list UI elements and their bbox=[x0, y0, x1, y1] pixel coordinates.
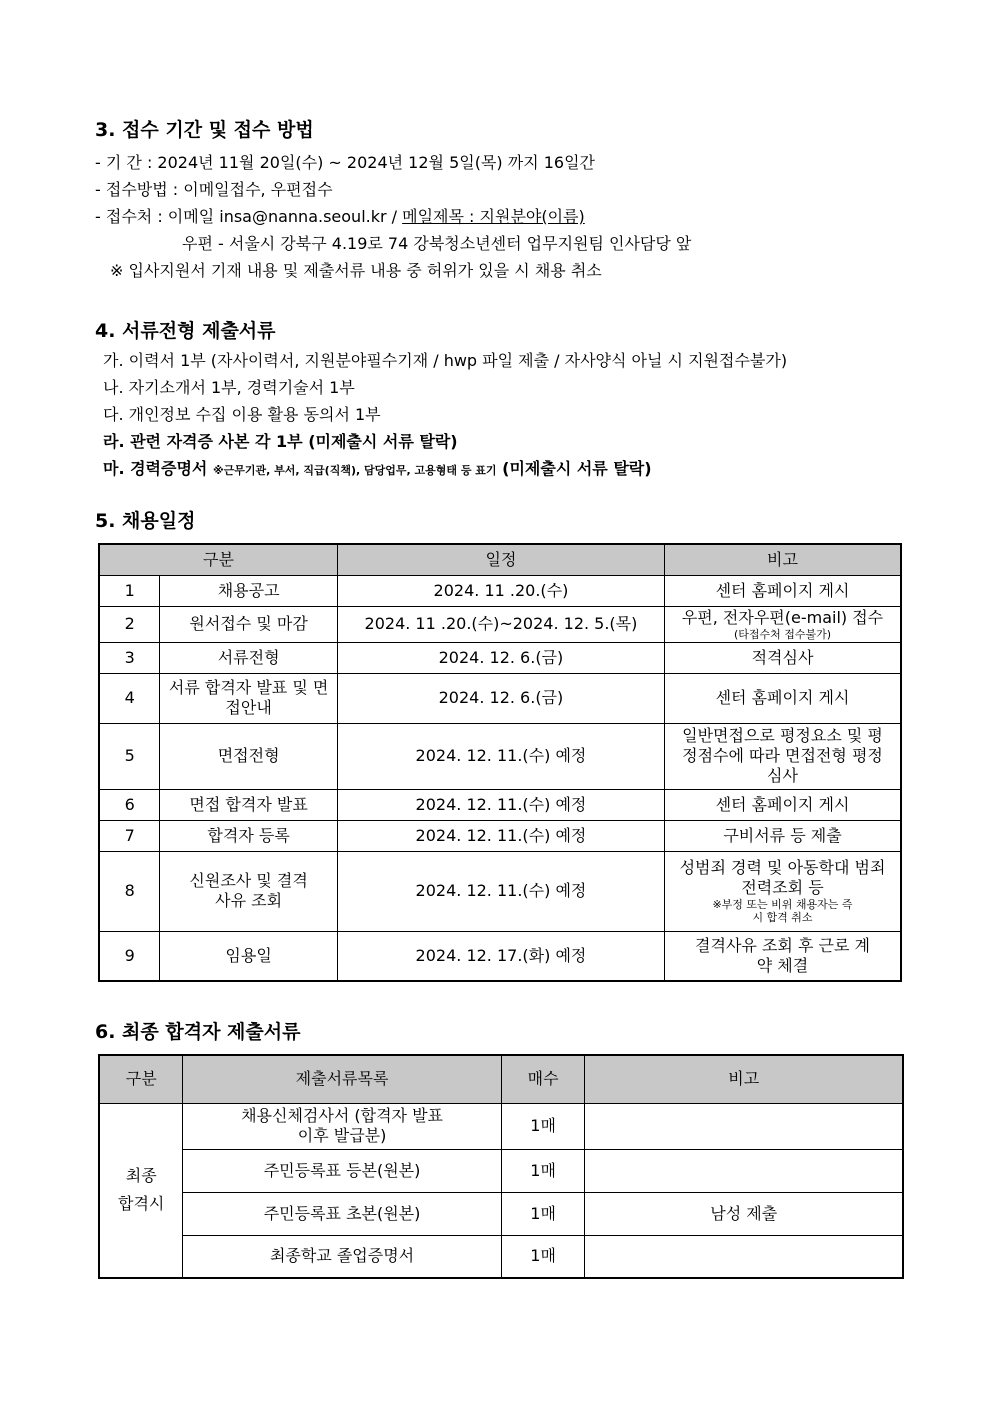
postal-line: 우편 - 서울시 강북구 4.19로 74 강북청소년센터 업무지원팀 인사담당 앞 bbox=[182, 234, 692, 253]
row-date: 2024. 12. 11.(수) 예정 bbox=[337, 723, 664, 789]
row-count: 1매 bbox=[501, 1103, 585, 1149]
table-row bbox=[99, 575, 901, 606]
row-note: 구비서류 등 제출 bbox=[665, 820, 902, 851]
row-number: 4 bbox=[99, 673, 160, 723]
row-number: 3 bbox=[99, 642, 160, 673]
row-date: 2024. 11 .20.(수) bbox=[337, 575, 664, 606]
row-number: 8 bbox=[99, 851, 160, 931]
destination-line bbox=[95, 204, 585, 227]
doc-item-e-note: ※근무기관, 부서, 직급(직책), 담당업무, 고용형태 등 표기 bbox=[212, 464, 497, 477]
row-step: 원서접수 및 마감 bbox=[160, 606, 338, 642]
row-date: 2024. 11 .20.(수)~2024. 12. 5.(목) bbox=[337, 606, 664, 642]
row-step: 면접전형 bbox=[160, 723, 338, 789]
row-document: 채용신체검사서 (합격자 발표 이후 발급분) bbox=[183, 1103, 501, 1149]
doc-item-e bbox=[103, 456, 652, 479]
table-row bbox=[99, 606, 901, 642]
row-document: 최종학교 졸업증명서 bbox=[183, 1235, 501, 1278]
row-step: 서류전형 bbox=[160, 642, 338, 673]
doc-item-a: 가. 이력서 1부 (자사이력서, 지원분야필수기재 / hwp 파일 제출 / 자사양식 아닐 시 지원접수불가) bbox=[103, 351, 788, 370]
final-documents-table bbox=[98, 1054, 904, 1279]
row-number: 7 bbox=[99, 820, 160, 851]
row-note-small: ※부정 또는 비위 채용자는 즉시 합격 취소 bbox=[712, 898, 853, 924]
period-line: - 기 간 : 2024년 11월 20일(수) ~ 2024년 12월 5일(목) 까지 16일간 bbox=[95, 153, 596, 172]
section-6-heading: 6. 최종 합격자 제출서류 bbox=[95, 1021, 301, 1043]
table-row bbox=[99, 1192, 903, 1235]
table-row bbox=[99, 1103, 903, 1149]
doc-item-c: 다. 개인정보 수집 이용 활용 동의서 1부 bbox=[103, 405, 381, 424]
row-date: 2024. 12. 17.(화) 예정 bbox=[337, 931, 664, 981]
section-4-heading: 4. 서류전형 제출서류 bbox=[95, 320, 276, 342]
row-note: 센터 홈페이지 게시 bbox=[665, 673, 902, 723]
row-note bbox=[585, 1149, 903, 1192]
row-step: 신원조사 및 결격사유 조회 bbox=[160, 851, 338, 931]
row-note-text: 우편, 전자우편(e-mail) 접수 bbox=[681, 607, 884, 627]
final-header-documents: 제출서류목록 bbox=[183, 1055, 501, 1103]
table-row bbox=[99, 1149, 903, 1192]
table-row bbox=[99, 931, 901, 981]
row-note: 센터 홈페이지 게시 bbox=[665, 575, 902, 606]
row-number: 2 bbox=[99, 606, 160, 642]
row-note-small: (타접수처 접수불가) bbox=[733, 627, 832, 641]
row-note: 적격심사 bbox=[665, 642, 902, 673]
final-header-note: 비고 bbox=[585, 1055, 903, 1103]
table-row bbox=[99, 820, 901, 851]
row-step: 합격자 등록 bbox=[160, 820, 338, 851]
row-step: 서류 합격자 발표 및 면접안내 bbox=[160, 673, 338, 723]
row-count: 1매 bbox=[501, 1235, 585, 1278]
doc-item-d: 라. 관련 자격증 사본 각 1부 (미제출시 서류 탈락) bbox=[103, 432, 458, 451]
doc-item-b: 나. 자기소개서 1부, 경력기술서 1부 bbox=[103, 378, 355, 397]
row-date: 2024. 12. 11.(수) 예정 bbox=[337, 820, 664, 851]
doc-item-e-main: 마. 경력증명서 bbox=[103, 459, 208, 478]
doc-item-e-tail: (미제출시 서류 탈락) bbox=[502, 459, 652, 478]
row-date: 2024. 12. 6.(금) bbox=[337, 673, 664, 723]
table-row bbox=[99, 851, 901, 931]
table-row bbox=[99, 789, 901, 820]
final-header-row bbox=[99, 1055, 903, 1103]
table-row bbox=[99, 723, 901, 789]
row-number: 5 bbox=[99, 723, 160, 789]
row-step: 채용공고 bbox=[160, 575, 338, 606]
row-date: 2024. 12. 6.(금) bbox=[337, 642, 664, 673]
row-note-text: 성범죄 경력 및 아동학대 범죄 전력조회 등 bbox=[679, 858, 886, 897]
row-note: 센터 홈페이지 게시 bbox=[665, 789, 902, 820]
row-note: 남성 제출 bbox=[585, 1192, 903, 1235]
method-line: - 접수방법 : 이메일접수, 우편접수 bbox=[95, 180, 333, 199]
final-header-category: 구분 bbox=[99, 1055, 183, 1103]
row-step: 면접 합격자 발표 bbox=[160, 789, 338, 820]
row-count: 1매 bbox=[501, 1149, 585, 1192]
row-count: 1매 bbox=[501, 1192, 585, 1235]
section-5-heading: 5. 채용일정 bbox=[95, 510, 196, 532]
row-number: 9 bbox=[99, 931, 160, 981]
email-subject: 메일제목 : 지원분야(이름) bbox=[402, 207, 585, 226]
row-date: 2024. 12. 11.(수) 예정 bbox=[337, 851, 664, 931]
row-number: 1 bbox=[99, 575, 160, 606]
schedule-header-category: 구분 bbox=[99, 544, 337, 575]
section-3-heading: 3. 접수 기간 및 접수 방법 bbox=[95, 119, 314, 141]
row-document: 주민등록표 초본(원본) bbox=[183, 1192, 501, 1235]
row-document: 주민등록표 등본(원본) bbox=[183, 1149, 501, 1192]
schedule-header-date: 일정 bbox=[337, 544, 664, 575]
warning-note: ※ 입사지원서 기재 내용 및 제출서류 내용 중 허위가 있을 시 채용 취소 bbox=[110, 261, 602, 280]
schedule-header-note: 비고 bbox=[665, 544, 902, 575]
final-header-count: 매수 bbox=[501, 1055, 585, 1103]
destination-email: - 접수처 : 이메일 insa@nanna.seoul.kr / bbox=[95, 207, 403, 226]
row-note: 일반면접으로 평정요소 및 평정점수에 따라 면접전형 평정 심사 bbox=[665, 723, 902, 789]
table-row bbox=[99, 1235, 903, 1278]
final-group-label: 최종 합격시 bbox=[99, 1103, 183, 1278]
table-row bbox=[99, 642, 901, 673]
table-row bbox=[99, 673, 901, 723]
schedule-header-row bbox=[99, 544, 901, 575]
row-step: 임용일 bbox=[160, 931, 338, 981]
row-note bbox=[665, 851, 902, 931]
row-note bbox=[585, 1235, 903, 1278]
row-note bbox=[665, 606, 902, 642]
row-note bbox=[585, 1103, 903, 1149]
row-date: 2024. 12. 11.(수) 예정 bbox=[337, 789, 664, 820]
row-note: 결격사유 조회 후 근로 계약 체결 bbox=[665, 931, 902, 981]
schedule-table bbox=[98, 543, 902, 982]
row-number: 6 bbox=[99, 789, 160, 820]
